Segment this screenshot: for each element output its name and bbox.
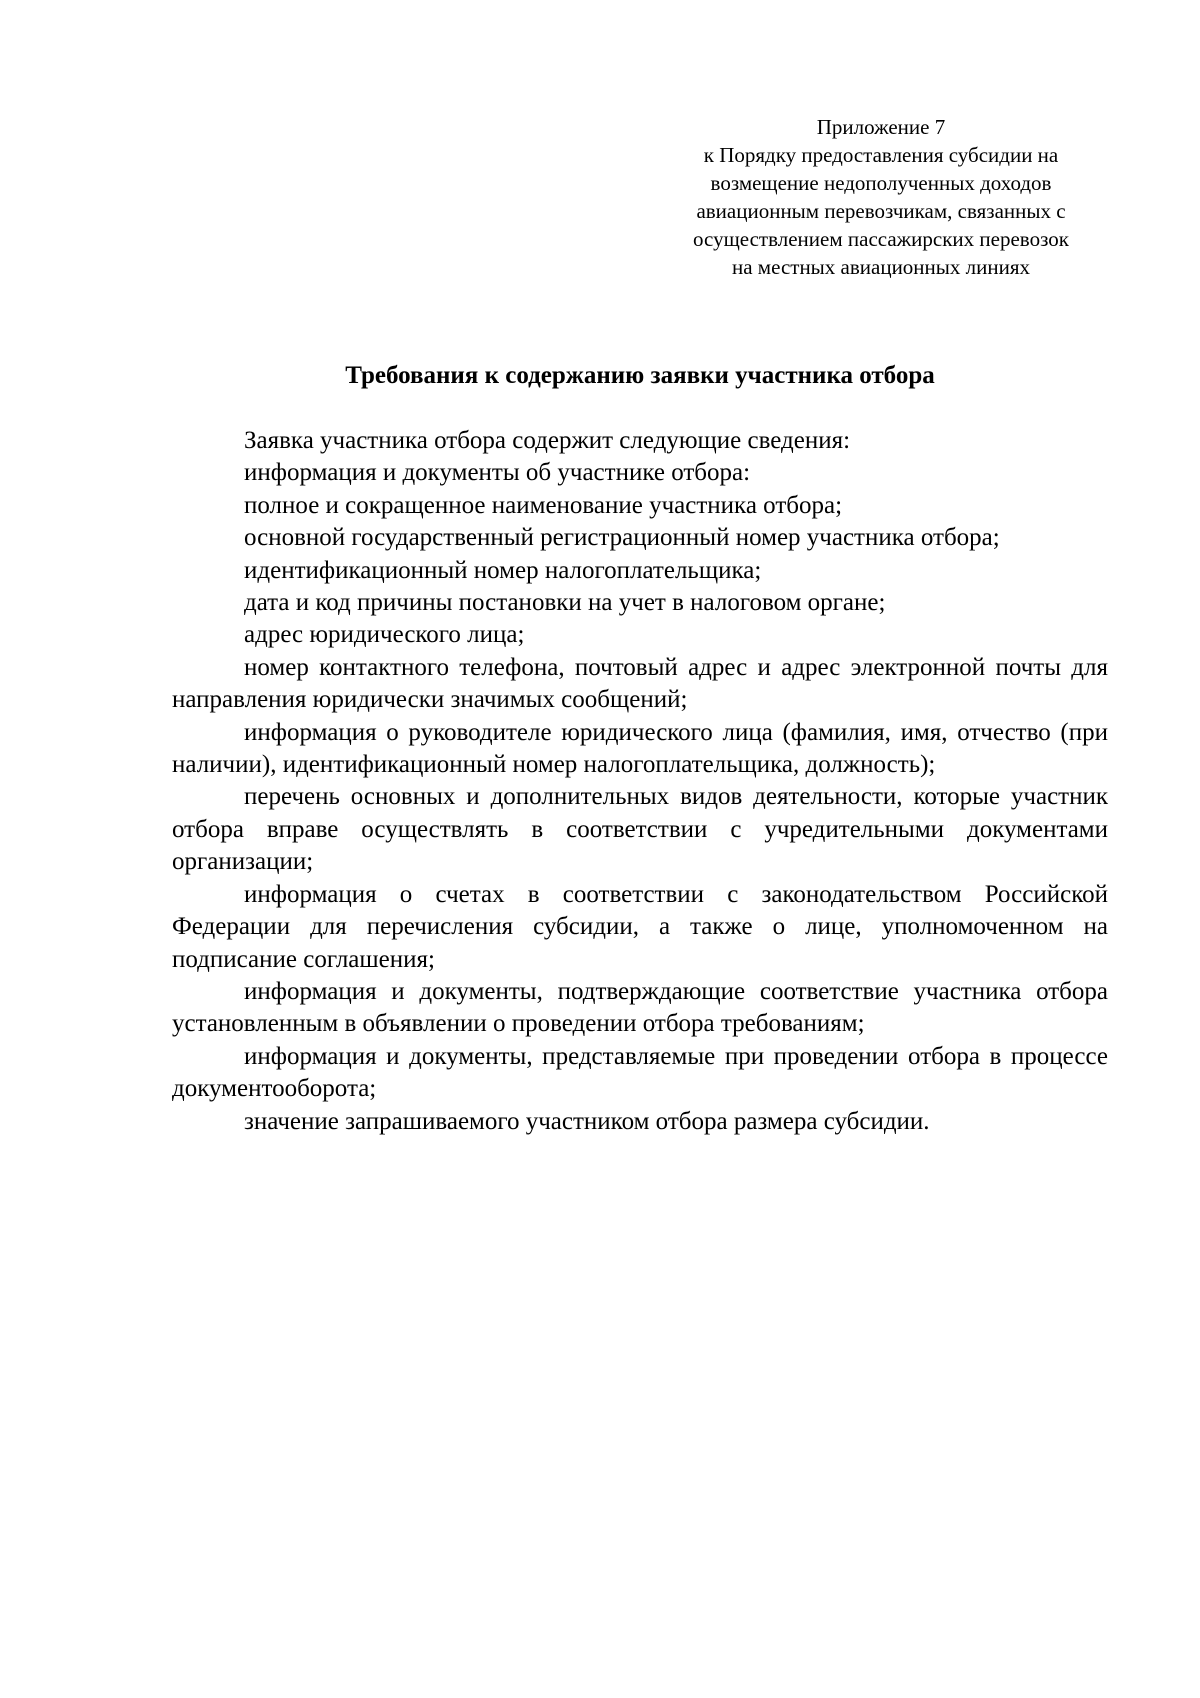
paragraph: дата и код причины постановки на учет в налоговом органе; — [244, 589, 886, 617]
paragraph: адрес юридического лица; — [244, 621, 525, 649]
annex-line: осуществлением пассажирских перевозок — [693, 227, 1069, 251]
paragraph: информация и документы, подтверждающие соответствие участника отбора установленным в объявлении о проведении отбора требованиям; — [172, 977, 1108, 1038]
paragraph: идентификационный номер налогоплательщика; — [244, 556, 762, 584]
paragraph: перечень основных и дополнительных видов деятельности, которые участник отбора вправе осуществлять в соответствии с учредительными документами организации; — [172, 783, 1108, 876]
paragraph: информация и документы об участнике отбора: — [244, 459, 751, 487]
paragraph: информация о счетах в соответствии с законодательством Российской Федерации для перечисления субсидии, а также о лице, уполномоченном на подписание соглашения; — [172, 880, 1108, 973]
paragraph: информация и документы, представляемые при проведении отбора в процессе документооборота; — [172, 1042, 1108, 1103]
paragraph: номер контактного телефона, почтовый адрес и адрес электронной почты для направления юридически значимых сообщений; — [172, 653, 1108, 714]
annex-line: возмещение недополученных доходов — [710, 171, 1052, 195]
paragraph: Заявка участника отбора содержит следующие сведения: — [244, 427, 851, 454]
annex-line: к Порядку предоставления субсидии на — [703, 143, 1059, 167]
paragraph: значение запрашиваемого участником отбора размера субсидии. — [244, 1107, 930, 1135]
annex-header — [662, 113, 1100, 281]
annex-title: Приложение 7 — [816, 115, 946, 139]
document-body — [172, 425, 1108, 1138]
document-title: Требования к содержанию заявки участника отбора — [345, 362, 935, 389]
paragraph: полное и сокращенное наименование участника отбора; — [244, 491, 843, 519]
paragraph: основной государственный регистрационный номер участника отбора; — [244, 524, 1000, 552]
paragraph: информация о руководителе юридического лица (фамилия, имя, отчество (при наличии), идентификационный номер налогоплательщика, должность); — [172, 718, 1108, 779]
annex-line: авиационным перевозчикам, связанных с — [696, 199, 1066, 223]
annex-line: на местных авиационных линиях — [732, 255, 1030, 279]
